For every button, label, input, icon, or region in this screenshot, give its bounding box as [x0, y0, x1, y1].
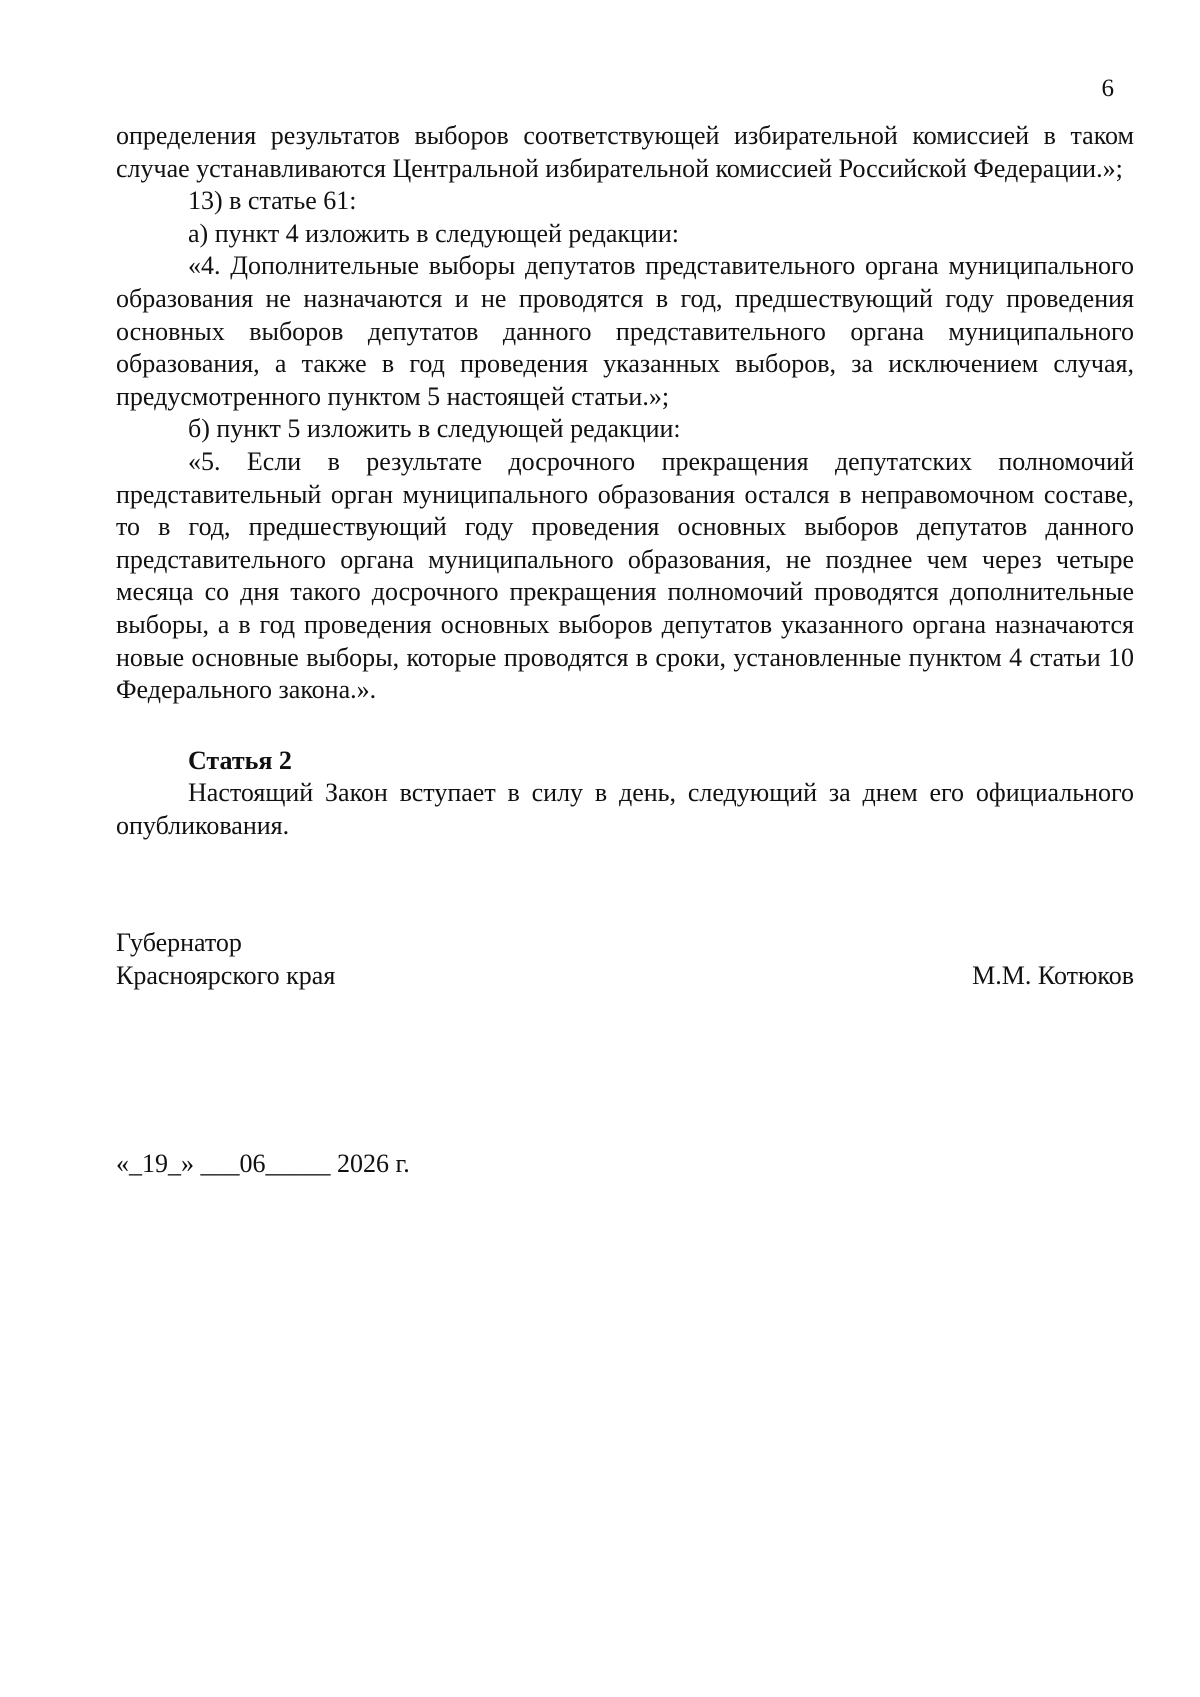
- signing-date: [116, 1148, 1134, 1181]
- signature-block: [116, 927, 1134, 992]
- date-month: ___06_____: [200, 1148, 331, 1178]
- paragraph-point-5: «5. Если в результате досрочного прекращения депутатских полномочий представительный орган муниципального образования остался в неправомочном составе, то в год, предшествующий году проведения основных выборов депутатов данного представительного органа муниципального образования, не позднее чем через четыре месяца со дня такого досрочного прекращения полномочий проводятся дополнительные выборы, а в год проведения основных выборов депутатов указанного органа назначаются новые основные выборы, которые проводятся в сроки, установленные пунктом 4 статьи 10 Федерального закона.».: [116, 446, 1134, 705]
- paragraph-item-13: 13) в статье 61:: [188, 186, 357, 216]
- document-body: [116, 120, 1134, 1180]
- signature-line: [116, 960, 1134, 993]
- date-close-quote: »: [181, 1148, 194, 1178]
- article-2-heading: Статья 2: [188, 745, 292, 775]
- paragraph-subitem-b: б) пункт 5 изложить в следующей редакции:: [188, 414, 681, 444]
- paragraph-subitem-a: а) пункт 4 изложить в следующей редакции:: [188, 218, 679, 248]
- signatory-name: М.М. Котюков: [972, 961, 1134, 991]
- date-year: 2026 г.: [337, 1148, 410, 1178]
- date-open-quote: «: [116, 1148, 129, 1178]
- signature-title-line1: Губернатор: [116, 928, 242, 958]
- date-day: _19_: [129, 1148, 181, 1178]
- signature-title-line2: Красноярского края: [116, 961, 336, 991]
- article-2-text: Настоящий Закон вступает в силу в день, следующий за днем его официального опубликования.: [116, 778, 1134, 840]
- paragraph-point-4: «4. Дополнительные выборы депутатов представительного органа муниципального образования не назначаются и не проводятся в год, предшествующий году проведения основных выборов депутатов данного представительного органа муниципального образования, а также в год проведения указанных выборов, за исключением случая, предусмотренного пунктом 5 настоящей статьи.»;: [116, 251, 1134, 411]
- page-number: 6: [1101, 75, 1114, 102]
- paragraph-continuation: определения результатов выборов соответствующей избирательной комиссией в таком случае устанавливаются Центральной избирательной комиссией Российской Федерации.»;: [116, 121, 1134, 183]
